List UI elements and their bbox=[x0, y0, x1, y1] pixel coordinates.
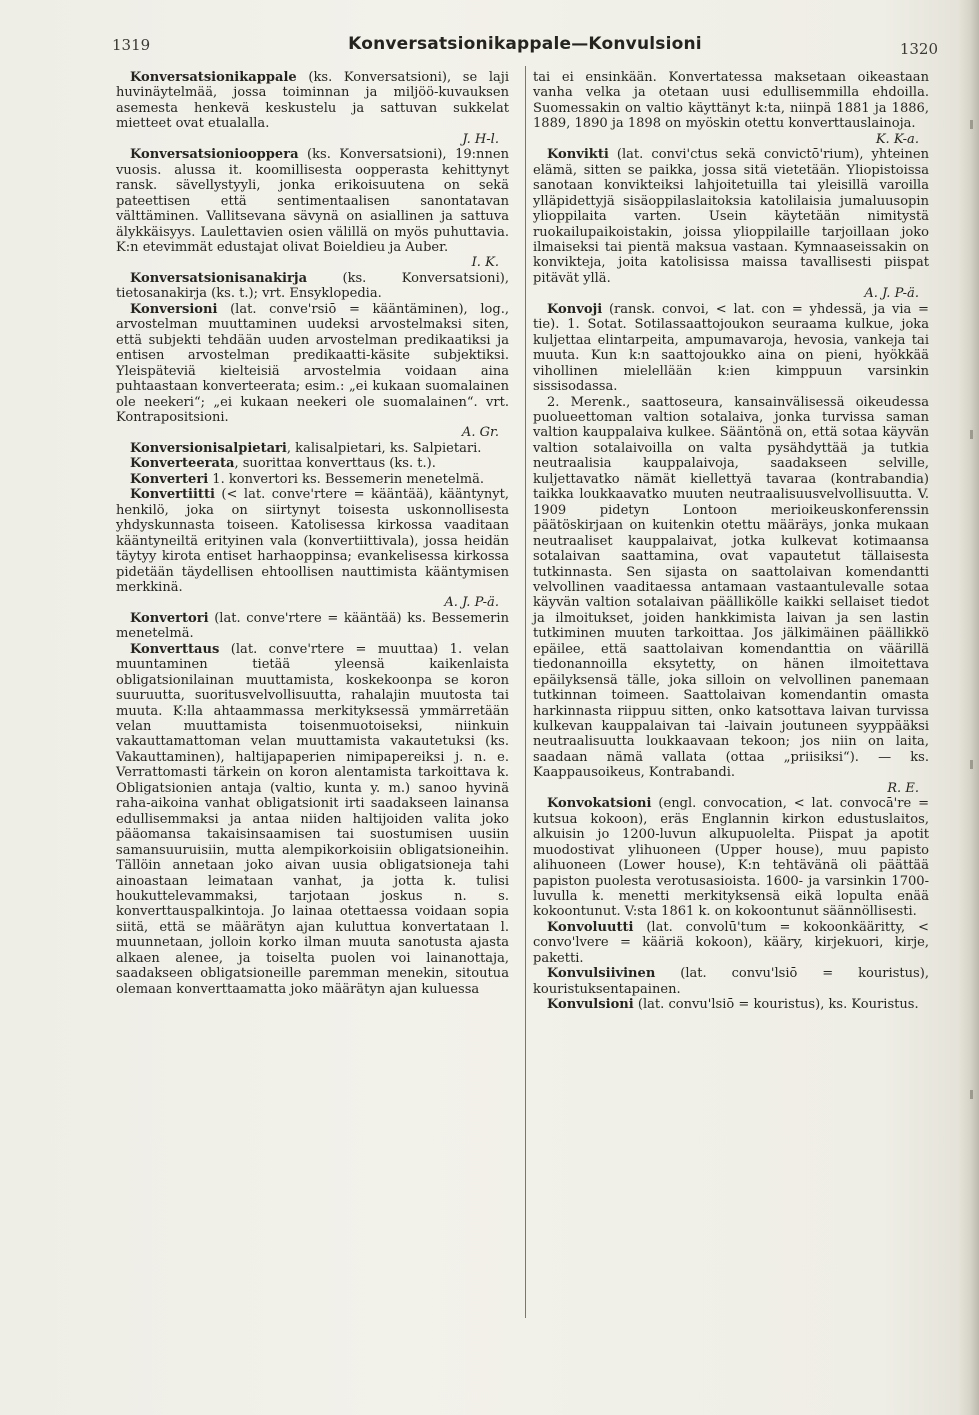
page-edge-shadow bbox=[957, 0, 979, 1415]
entry-text: (lat. conve'rtere = kääntää) ks. Bessemerin menetelmä. bbox=[116, 610, 509, 642]
entry-text: (ks. Konversatsioni), se laji huvinäytelmää, jossa toiminnan ja miljöö-kuvauksen asemesta henkevä keskustelu ja sattuvan sukkelat mietteet ovat etualalla. bbox=[116, 70, 509, 132]
entry-headword: Konvulsiivinen bbox=[547, 966, 656, 982]
entry-text: 2. Merenk., saattoseura, kansainvälisessä oikeudessa puolueettoman valtion sotalaiva, jonka turvissa saman valtion kauppalaiva kulkee. Sääntönä on, että sotaa käyvän valtion sotalaivoilla on valta pysähdyttää ja tutkia neutraalisia kauppalaivoja, saadakseen selville, kuljettavatko nämät kiellettyä tavaraa (kontrabandia) taikka loukkaavatko muuten neutraalisuusvelvollisuutta. V. 1909 pidetyn Lontoon merioikeuskonferenssin päätöskirjaan on kuitenkin otettu määräys, jonka mukaan neutraaliset kauppalaivat, jotka kulkevat kotimaansa sotalaivan saattamina, ovat vapautetut tällaisesta tutkinnasta. Sen sijasta on saattolaivan komendantti velvollinen vaaditaessa antamaan vastaantulevalle sotaa käyvän valtion sotalaivan päällikölle kaikki sellaiset tiedot ja ilmoitukset, joiden hankkimista laivan ja sen lastin tutkiminen muuten tarkoittaa. Jos jälkimäinen päällikkö epäilee, että saattolaivan komendanttia on väärillä tiedonannoilla eksytetty, on hänen ilmoitettava epäilyksensä tälle, joka silloin on velvollinen panemaan tutkinnan toimeen. Saattolaivan komendantin omasta harkinnasta riippuu sitten, onko katsottava laivan turvissa kulkevan kauppalaivan tai -laivain joutuneen syyppääksi neutraalisuutta loukkaavaan tekoon; jos niin on laita, saadaan nämä vallata (ottaa „priisiksi“). — ks. Kaappausoikeus, Kontrabandi. bbox=[533, 394, 929, 781]
dictionary-entry bbox=[116, 456, 509, 471]
author-signature: I. K. bbox=[471, 255, 499, 271]
entry-text: (< lat. conve'rtere = kääntää), kääntynyt, henkilö, joka on siirtynyt toisesta uskonnollisesta yhdyskunnasta toiseen. Katolisessa kirkossa vaaditaan kääntyneiltä erityinen vala (konvertiittivala), jossa heidän täytyy kirota entiset harhaoppinsa; evankelisessa kirkossa pidetään täydellisen ehtoollisen nauttimista kääntymisen merkkinä. bbox=[116, 487, 509, 595]
dictionary-entry bbox=[116, 611, 509, 642]
entry-text: tai ei ensinkään. Konvertatessa maksetaan oikeastaan vanha velka ja otetaan uusi edullisemmilla ehdoilla. Suomessakin on valtio käyttänyt k:ta, niinpä 1881 ja 1886, 1889, 1890 ja 1898 on myöskin otettu konverttauslainoja. bbox=[533, 70, 929, 132]
page-number-right: 1320 bbox=[899, 40, 938, 58]
entry-headword: Konversatsionioopperа bbox=[130, 147, 299, 163]
entry-headword: Konverteerata bbox=[130, 456, 235, 472]
edge-mark bbox=[970, 760, 973, 769]
entry-text: (lat. convu'lsiō = kouristus), ks. Kouristus. bbox=[633, 997, 919, 1013]
dictionary-entry bbox=[116, 441, 509, 456]
entry-text: (lat. conve'rtere = muuttaa) 1. velan muuntaminen tietää yleensä kaikenlaista obligatsionilainan muuttamista, koskekoonpa se koron suuruutta, suoritusvelvollisuutta, rahalajin muutosta tai muuta. K:lla ahtaammassa merkityksessä ymmärretään velan muuttamista toisenmuotoiseksi, niinkuin vakauttamattoman velan muuttamista vakautetuksi (ks. Vakauttaminen), haltijapaperien nimipapereiksi j. n. e. Verrattomasti tärkein on koron alentamista tarkoittava k. Obligatsionien antaja (valtio, kunta y. m.) sanoo hyvinä raha-aikoina vanhat obligatsionit irti saadakseen lainansa edullisemmaksi ja antaa niiden haltijoiden valita joko pääomansa takaisinsaamisen tai suostumisen uusiin samansuuruisiin, mutta alempikorkoisiin obligatsioneihin. Tällöin annetaan joko aivan uusia obligatsioneja tahi ainoastaan leimataan vanhat, ja jotta k. tulisi houkuttelevammaksi, tarjotaan joskus n. s. konverttauspalkintoja. Jo lainaa otettaessa voidaan sopia siitä, että se määrätyn ajan kuluttua konvertataan l. muunnetaan, jolloin korko ilman muuta sanotusta ajasta alkaen alenee, ja toiselta puolen voi lainanottaja, saadakseen obligatsioneille paremman menekin, sitoutua olemaan konverttaamatta joko määrätyn ajan kuluessa bbox=[116, 641, 509, 997]
page-number-left: 1319 bbox=[112, 36, 151, 54]
dictionary-entry bbox=[533, 147, 929, 286]
dictionary-entry bbox=[116, 271, 509, 302]
dictionary-entry bbox=[116, 487, 509, 595]
entry-continuation bbox=[533, 395, 929, 781]
author-signature: A. J. P-ä. bbox=[864, 286, 919, 302]
entry-headword: Konversionisalpietari bbox=[130, 440, 287, 456]
left-column bbox=[116, 70, 509, 997]
edge-mark bbox=[970, 430, 973, 439]
entry-headword: Konvoji bbox=[547, 301, 603, 317]
entry-headword: Konverttaus bbox=[130, 641, 220, 657]
entry-headword: Konvoluutti bbox=[547, 919, 634, 935]
running-title: Konversatsionikappale—Konvulsioni bbox=[348, 34, 702, 54]
dictionary-entry bbox=[533, 302, 929, 395]
entry-text: (engl. convocation, < lat. convocā're = kutsua kokoon), eräs Englannin kirkon edustuslaitos, alkuisin jo 1200-luvun alkupuolelta. Piispat ja apotit muodostivat ylihuoneen (Upper house), muu papisto alihuoneen (Lower house), K:n tehtävänä oli päättää papiston puolesta verotusasioista. 1600- ja varsinkin 1700-luvulla k. menetti merkityksensä eikä lopulta enää kokoontunut. V:sta 1861 k. on kokoontunut säännöllisesti. bbox=[533, 796, 929, 920]
entry-text: (lat. convu'lsiō = kouristus), kouristuksentapainen. bbox=[533, 966, 929, 997]
dictionary-entry bbox=[533, 796, 929, 920]
dictionary-entry bbox=[116, 302, 509, 426]
entry-text: (ks. Konversatsioni), 19:nnen vuosis. alussa it. koomillisesta oopperasta kehittynyt ransk. sävellystyyli, jonka erikoisuutena on sekä pateettisen että sentimentaalisen sanontatavan välttäminen. Vallitsevana sävynä on asiallinen ja sattuva älykkäisyys. Laulettavien osien välillä on myös puhuttavia. K:n etevimmät edustajat olivat Boieldieu ja Auber. bbox=[116, 147, 509, 255]
entry-text: (lat. convi'ctus sekä convictō'rium), yhteinen elämä, sitten se paikka, jossa sitä vietetään. Yliopistoissa sanotaan konvikteiksi lahjoitetuilla tai yleisillä varoilla ylläpidettyjä sisäoppilaslaitoksia katolilaisia jumaluusopin ylioppilaita varten. Usein käytetään nimitystä ruokailupaikoistakin, joissa ylioppilaille tarjoillaan joko ilmaiseksi tai pientä maksua vastaan. Kymnaaseissakin on konvikteja, joita katolisissa maissa tavallisesti piispat pitävät yllä. bbox=[533, 147, 929, 286]
entry-text: (ransk. convoi, < lat. con = yhdessä, ja via = tie). 1. Sotat. Sotilassaattojoukon seuraama kulkue, joka kuljettaa elintarpeita, ampumavaroja, hevosia, vankeja tai muuta. Kun k:n saattojoukko aina on pieni, hyökkää vihollinen mielellään k:ien kimppuun varsinkin sissisodassa. bbox=[533, 301, 929, 395]
author-signature: R. E. bbox=[887, 780, 919, 796]
dictionary-entry bbox=[533, 920, 929, 966]
page-header bbox=[112, 30, 938, 60]
entry-text: , kalisalpietari, ks. Salpietari. bbox=[286, 440, 482, 456]
entry-text: , suorittaa konverttaus (ks. t.). bbox=[234, 456, 436, 472]
entry-headword: Konverteri bbox=[130, 471, 209, 487]
entry-headword: Konvertori bbox=[130, 610, 209, 626]
entry-text: (ks. Konversatsioni), tietosanakirja (ks. t.); vrt. Ensyklopedia. bbox=[116, 270, 509, 302]
dictionary-entry bbox=[116, 472, 509, 487]
entry-headword: Konvulsioni bbox=[547, 997, 634, 1013]
entry-headword: Konvertiitti bbox=[130, 487, 215, 503]
entry-headword: Konversatsionikappale bbox=[130, 70, 297, 85]
edge-mark bbox=[970, 120, 973, 129]
right-column bbox=[533, 70, 929, 1013]
author-signature: K. K-a. bbox=[875, 131, 919, 147]
dictionary-entry bbox=[533, 966, 929, 997]
column-divider bbox=[525, 66, 526, 1318]
entry-headword: Konversatsionisanakirja bbox=[130, 270, 308, 286]
author-signature: A. J. P-ä. bbox=[444, 595, 499, 611]
dictionary-entry bbox=[116, 147, 509, 255]
dictionary-entry bbox=[533, 997, 929, 1012]
entry-text: (lat. convolū'tum = kokoonkääritty, < convo'lvere = kääriä kokoon), kääry, kirjekuori, kirje, paketti. bbox=[533, 919, 929, 966]
entry-headword: Konvokatsioni bbox=[547, 796, 652, 812]
entry-text: 1. konvertori ks. Bessemerin menetelmä. bbox=[208, 471, 485, 487]
author-signature: A. Gr. bbox=[461, 425, 499, 441]
entry-headword: Konversioni bbox=[130, 301, 218, 317]
entry-continuation bbox=[533, 70, 929, 132]
dictionary-entry bbox=[116, 642, 509, 997]
author-signature: J. H-l. bbox=[462, 131, 499, 147]
entry-text: (lat. conve'rsiō = kääntäminen), log., arvostelman muuttaminen uudeksi arvostelmaksi siten, että subjekti tehdään uuden arvostelman predikaatiksi ja entisen arvostelman predikaatti-käsite subjektiksi. Yleispäteviä kielteisiä arvostelmia voidaan aina puhtaastaan konverteerata; esim.: „ei kukaan suomalainen ole neekeri“; „ei kukaan neekeri ole suomalainen“. vrt. Kontrapositsioni. bbox=[116, 301, 509, 425]
dictionary-entry bbox=[116, 70, 509, 132]
entry-headword: Konvikti bbox=[547, 147, 609, 163]
edge-mark bbox=[970, 1090, 973, 1099]
